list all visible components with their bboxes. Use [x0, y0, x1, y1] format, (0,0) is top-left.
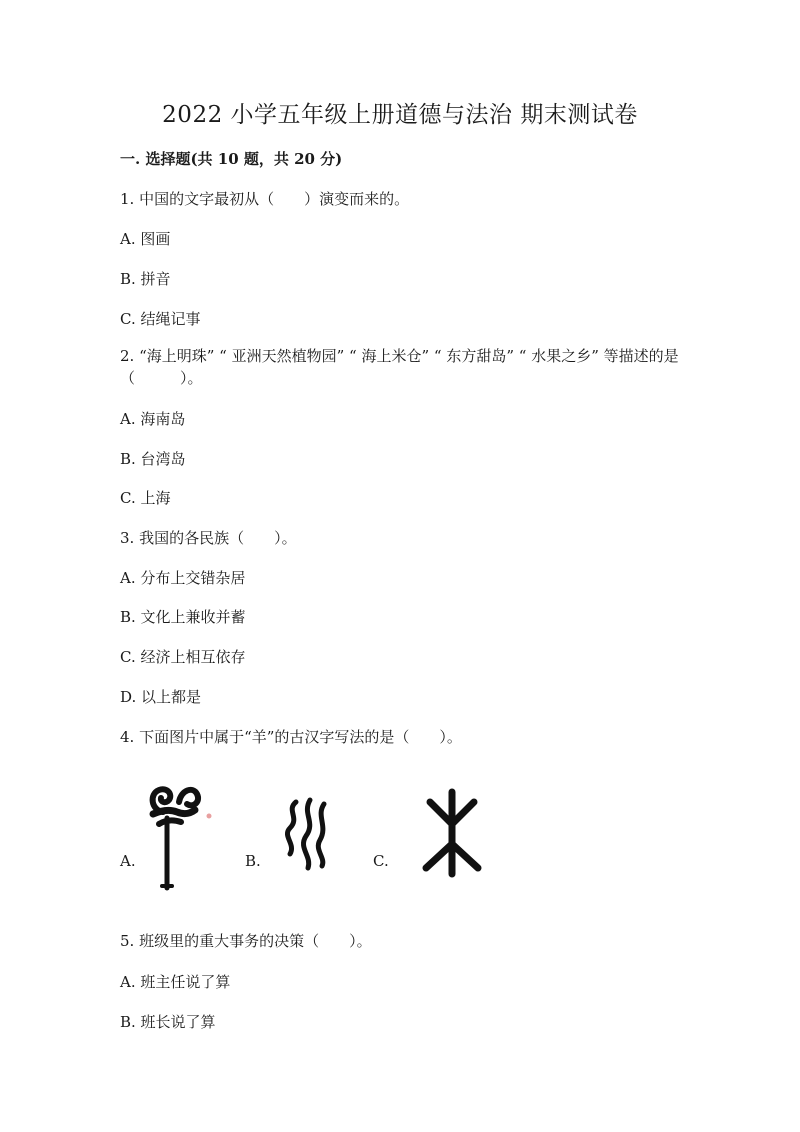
question-5-option-a: A. 班主任说了算 — [120, 973, 231, 991]
wood-ancient-glyph-icon — [420, 788, 484, 878]
question-4-stem: 4. 下面图片中属于“羊”的古汉字写法的是（ ）。 — [120, 728, 462, 746]
page-title: 2022 小学五年级上册道德与法治 期末测试卷 — [162, 102, 638, 128]
question-3-option-d: D. 以上都是 — [120, 688, 202, 706]
question-3-option-a: A. 分布上交错杂居 — [120, 569, 246, 587]
question-2-option-b: B. 台湾岛 — [120, 450, 186, 468]
question-3-option-c: C. 经济上相互依存 — [120, 648, 246, 666]
section-heading: 一. 选择题(共 10 题，共 20 分) — [120, 150, 343, 168]
question-1-option-b: B. 拼音 — [120, 270, 171, 288]
question-1-stem: 1. 中国的文字最初从（ ）演变而来的。 — [120, 190, 410, 208]
water-ancient-glyph-icon — [282, 796, 332, 872]
question-4-option-a: A. — [120, 852, 136, 870]
question-5-option-b: B. 班长说了算 — [120, 1013, 216, 1031]
question-4-option-b: B. — [245, 852, 261, 870]
question-5-stem: 5. 班级里的重大事务的决策（ ）。 — [120, 932, 372, 950]
question-4-option-c: C. — [373, 852, 389, 870]
question-2-option-c: C. 上海 — [120, 489, 171, 507]
question-2-stem: 2. “海上明珠” “ 亚洲天然植物园” “ 海上米仓” “ 东方甜岛” “ 水果之乡” 等描述的是（ ）。 — [120, 347, 679, 387]
question-3-stem: 3. 我国的各民族（ ）。 — [120, 529, 297, 547]
question-1-option-c: C. 结绳记事 — [120, 310, 201, 328]
question-2-option-a: A. 海南岛 — [120, 410, 186, 428]
question-3-option-b: B. 文化上兼收并蓄 — [120, 608, 246, 626]
question-1-option-a: A. 图画 — [120, 230, 171, 248]
sheep-ancient-glyph-icon — [145, 782, 215, 892]
